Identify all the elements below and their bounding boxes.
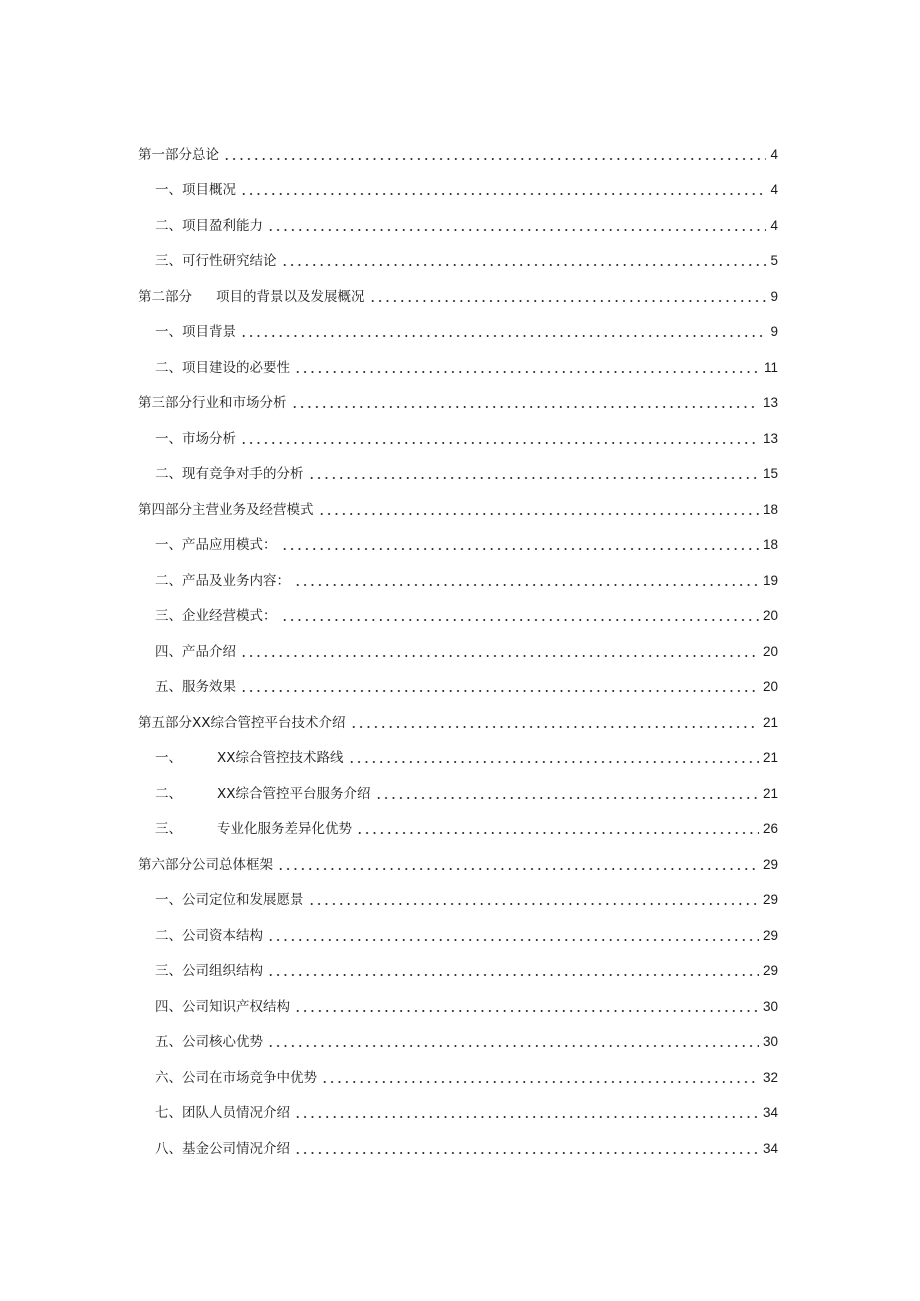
dot-leader [356,825,759,835]
dot-leader [291,399,759,409]
toc-entry[interactable] [138,696,778,732]
toc-entry[interactable] [138,235,778,271]
toc-entry-title: XX综合管控平台服务介绍 [217,785,371,802]
toc-entry-label [155,181,236,199]
dot-leader [318,506,759,516]
toc-entry[interactable] [138,1122,778,1158]
toc-entry-number: 一、 [155,182,182,198]
dot-leader [294,1145,759,1155]
toc-entry-page-number: 29 [762,892,778,907]
toc-entry[interactable] [138,1087,778,1123]
toc-entry-label [155,785,371,803]
dot-leader [281,541,759,551]
toc-entry-label [155,536,277,554]
dot-leader [267,932,759,942]
toc-entry-title: 现有竞争对手的分析 [182,466,304,482]
toc-entry-number: 五、 [155,1034,182,1050]
toc-entry-label [155,1140,290,1158]
toc-entry-label [155,1104,290,1122]
toc-entry-label [155,1069,317,1087]
dot-leader [240,435,759,445]
dot-leader [294,1003,759,1013]
toc-entry-title: 项目背景 [182,324,236,340]
toc-entry-label [138,394,287,412]
toc-entry-label [155,998,290,1016]
toc-entry-label [155,359,290,377]
toc-entry[interactable] [138,767,778,803]
toc-entry[interactable] [138,945,778,981]
dot-leader [240,683,759,693]
toc-entry-page-number: 19 [762,572,778,588]
toc-entry-title: 第一部分总论 [138,146,219,163]
toc-entry[interactable] [138,519,778,555]
toc-entry[interactable] [138,874,778,910]
dot-leader [308,896,759,906]
toc-entry-number: 一、 [155,324,182,340]
toc-entry-page-number: 13 [762,430,778,446]
toc-entry-title: 基金公司情况介绍 [182,1140,290,1157]
toc-entry-page-number: 30 [762,1034,778,1049]
toc-entry-label [155,465,304,483]
toc-entry-title: 公司核心优势 [182,1034,263,1050]
toc-entry-number: 一、 [155,750,182,766]
toc-entry-number: 四、 [155,643,182,660]
toc-entry-number: 三、 [155,821,182,837]
dot-leader [281,257,767,267]
toc-entry-title: 公司资本结构 [182,927,263,944]
toc-entry-page-number: 20 [762,679,778,694]
toc-entry-number: 二、 [155,572,182,589]
toc-entry-page-number: 26 [762,821,778,836]
toc-entry-label [155,962,263,980]
toc-entry-number: 二、 [155,927,182,944]
toc-entry-title: 项目建设的必要性 [182,359,290,376]
toc-entry[interactable] [138,1016,778,1052]
toc-entry-number: 六、 [155,1069,182,1086]
toc-entry-label [138,146,219,164]
toc-entry-title: 团队人员情况介绍 [182,1105,290,1121]
toc-entry-title: 可行性研究结论 [182,253,277,269]
toc-entry[interactable] [138,412,778,448]
toc-entry[interactable] [138,625,778,661]
toc-entry-number: 三、 [155,608,182,624]
dot-leader [240,328,766,338]
toc-entry-label [155,820,352,838]
toc-entry-title: XX综合管控技术路线 [217,750,344,766]
toc-entry-title: 项目概况 [182,182,236,198]
toc-entry[interactable] [138,377,778,413]
toc-entry-number: 八、 [155,1140,182,1157]
toc-entry-page-number: 34 [762,1140,778,1156]
toc-entry-number: 二、 [155,359,182,376]
toc-entry-page-number: 20 [762,643,778,659]
toc-entry-label [138,288,365,306]
toc-entry-title: 公司组织结构 [182,963,263,979]
toc-entry-label [155,678,236,696]
toc-entry-page-number: 20 [762,608,778,623]
toc-entry-title: 产品介绍 [182,643,236,660]
dot-leader [267,222,766,232]
toc-entry-page-number: 15 [762,466,778,481]
toc-entry[interactable] [138,199,778,235]
toc-entry-number: 四、 [155,998,182,1015]
toc-entry-page-number: 30 [762,998,778,1014]
dot-leader [277,861,759,871]
toc-entry-label [138,714,346,732]
toc-entry[interactable] [138,164,778,200]
toc-entry[interactable] [138,661,778,697]
toc-entry-page-number: 18 [762,537,778,552]
toc-entry-label [155,1033,263,1051]
toc-entry-title: 项目的背景以及发展概况 [216,288,365,305]
toc-entry-title: 产品及业务内容： [182,572,290,589]
toc-entry-number: 一、 [155,892,182,908]
toc-entry-label [155,430,236,448]
toc-entry[interactable] [138,732,778,768]
toc-entry-page-number: 18 [762,501,778,517]
toc-entry-number: 二、 [155,785,182,802]
toc-entry[interactable] [138,448,778,484]
toc-entry-label [155,891,304,909]
dot-leader [294,577,759,587]
dot-leader [350,719,759,729]
toc-entry[interactable] [138,980,778,1016]
toc-entry-number: 七、 [155,1105,182,1121]
toc-entry-title: 企业经营模式： [182,608,277,624]
toc-entry-label [155,217,263,235]
toc-entry-label [155,643,236,661]
toc-entry-page-number: 34 [762,1105,778,1120]
toc-entry[interactable] [138,1051,778,1087]
toc-entry-number: 三、 [155,963,182,979]
toc-entry[interactable] [138,341,778,377]
toc-entry-page-number: 5 [770,253,778,268]
toc-entry-number: 二、 [155,466,182,482]
toc-entry-label [155,252,277,270]
toc-entry-title: 第四部分主营业务及经营模式 [138,501,314,518]
toc-entry[interactable] [138,838,778,874]
toc-entry-page-number: 32 [762,1069,778,1085]
dot-leader [281,612,759,622]
dot-leader [267,1038,759,1048]
table-of-contents [138,128,778,1158]
toc-entry-page-number: 4 [770,182,778,197]
toc-entry-title: 市场分析 [182,430,236,447]
toc-entry-number: 三、 [155,253,182,269]
toc-entry-title: 公司知识产权结构 [182,998,290,1015]
toc-entry-title: 专业化服务差异化优势 [217,821,352,837]
toc-entry-title: 第六部分公司总体框架 [138,856,273,873]
dot-leader [240,186,766,196]
toc-entry[interactable] [138,306,778,342]
toc-entry-page-number: 4 [770,217,778,233]
dot-leader [369,293,767,303]
toc-entry-label [155,749,344,767]
toc-entry[interactable] [138,270,778,306]
toc-entry-label [138,856,273,874]
toc-entry-label [155,572,290,590]
toc-entry-number: 一、 [155,537,182,553]
toc-entry[interactable] [138,483,778,519]
toc-entry-page-number: 21 [762,750,778,765]
toc-entry-page-number: 21 [762,714,778,730]
toc-entry[interactable] [138,128,778,164]
toc-entry-title: 第五部分XX综合管控平台技术介绍 [138,714,346,731]
toc-entry-title: 公司在市场竞争中优势 [182,1069,317,1086]
toc-entry-page-number: 11 [763,359,778,375]
toc-entry[interactable] [138,909,778,945]
toc-entry-title: 产品应用模式： [182,537,277,553]
dot-leader [308,470,759,480]
toc-entry-page-number: 9 [770,288,778,304]
toc-entry-page-number: 21 [762,785,778,801]
toc-entry-label [155,927,263,945]
dot-leader [321,1074,759,1084]
toc-entry-page-number: 29 [762,856,778,872]
toc-entry[interactable] [138,590,778,626]
toc-entry-page-number: 9 [770,324,778,339]
toc-entry-page-number: 4 [770,146,778,162]
dot-leader [240,648,759,658]
toc-entry-number: 五、 [155,679,182,695]
toc-entry-number: 二、 [155,217,182,234]
toc-entry-title: 公司定位和发展愿景 [182,892,304,908]
toc-entry-page-number: 29 [762,963,778,978]
toc-entry-page-number: 13 [762,395,778,410]
dot-leader [375,790,759,800]
dot-leader [223,151,766,161]
toc-entry-page-number: 29 [762,927,778,943]
dot-leader [294,364,760,374]
dot-leader [267,967,759,977]
toc-entry[interactable] [138,554,778,590]
toc-entry-number: 一、 [155,430,182,447]
toc-entry-label [155,607,277,625]
toc-entry-title: 项目盈利能力 [182,217,263,234]
toc-entry-label [155,323,236,341]
toc-entry-label [138,501,314,519]
toc-entry[interactable] [138,803,778,839]
dot-leader [294,1109,759,1119]
toc-entry-title: 服务效果 [182,679,236,695]
dot-leader [348,754,759,764]
toc-entry-title: 第三部分行业和市场分析 [138,395,287,411]
toc-entry-number: 第二部分 [138,288,192,305]
